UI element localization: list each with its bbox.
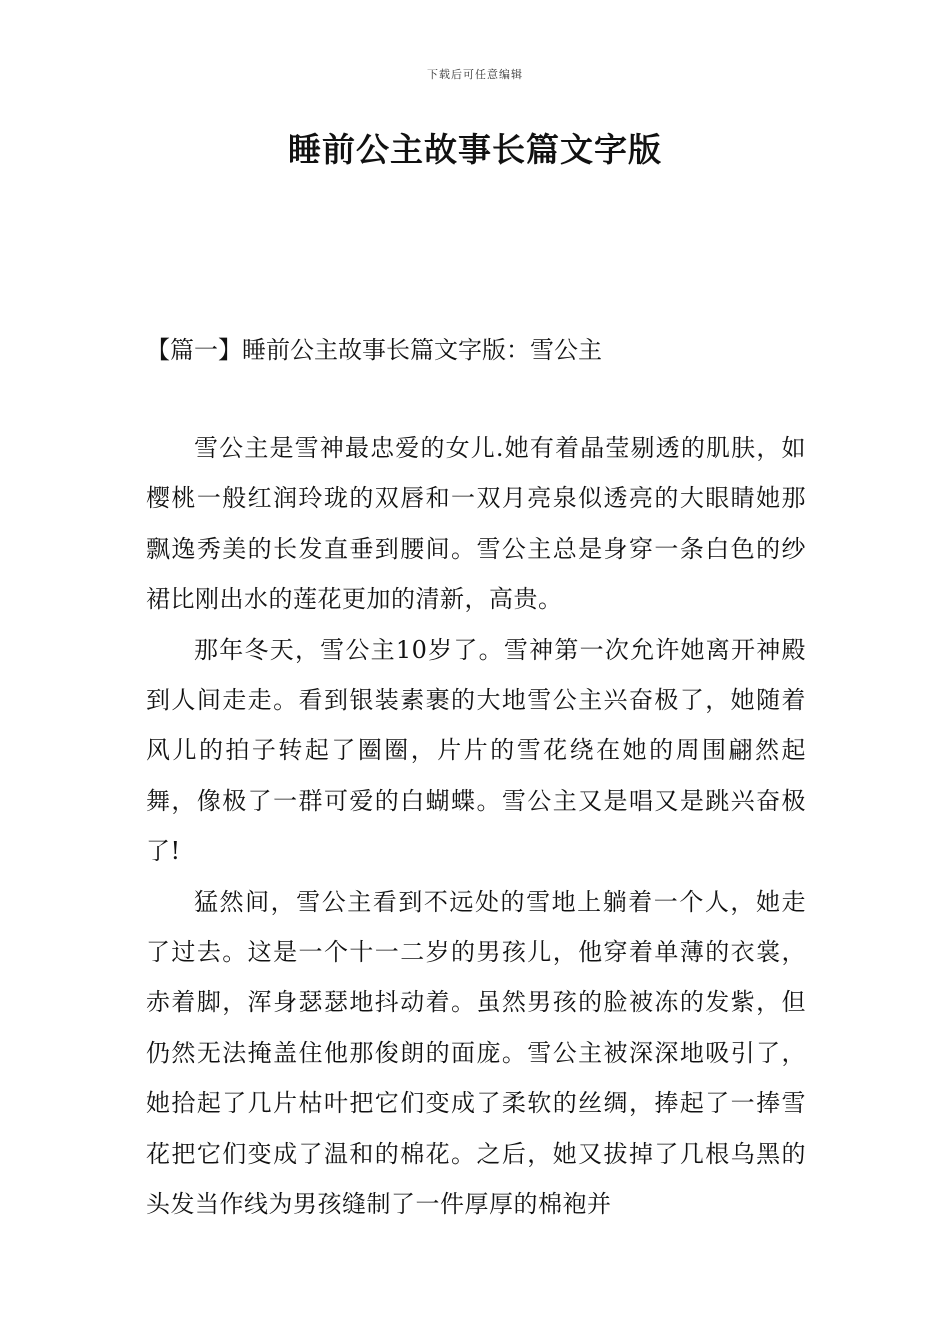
paragraph: 那年冬天，雪公主10岁了。雪神第一次允许她离开神殿到人间走走。看到银装素裹的大地雪公主兴奋极了，她随着风儿的拍子转起了圈圈，片片的雪花绕在她的周围翩然起舞，像极了一群可爱的白蝴蝶。雪公主又是唱又是跳兴奋极了! [146, 635, 806, 866]
header-note: 下载后可任意编辑 [427, 68, 523, 81]
paragraph: 猛然间，雪公主看到不远处的雪地上躺着一个人，她走了过去。这是一个十一二岁的男孩儿，他穿着单薄的衣裳，赤着脚，浑身瑟瑟地抖动着。虽然男孩的脸被冻的发紫，但仍然无法掩盖住他那俊朗的面庞。雪公主被深深地吸引了，她拾起了几片枯叶把它们变成了柔软的丝绸，捧起了一捧雪花把它们变成了温和的棉花。之后，她又拔掉了几根乌黑的头发当作线为男孩缝制了一件厚厚的棉袍并 [146, 887, 806, 1219]
paragraph: 雪公主是雪神最忠爱的女儿.她有着晶莹剔透的肌肤，如樱桃一般红润玲珑的双唇和一双月亮泉似透亮的大眼睛她那飘逸秀美的长发直垂到腰间。雪公主总是身穿一条白色的纱裙比刚出水的莲花更加的清新，高贵。 [146, 434, 806, 614]
page-title: 睡前公主故事长篇文字版 [288, 130, 662, 169]
section-heading: 【篇一】睡前公主故事长篇文字版：雪公主 [146, 336, 602, 364]
body-text [146, 423, 806, 1230]
